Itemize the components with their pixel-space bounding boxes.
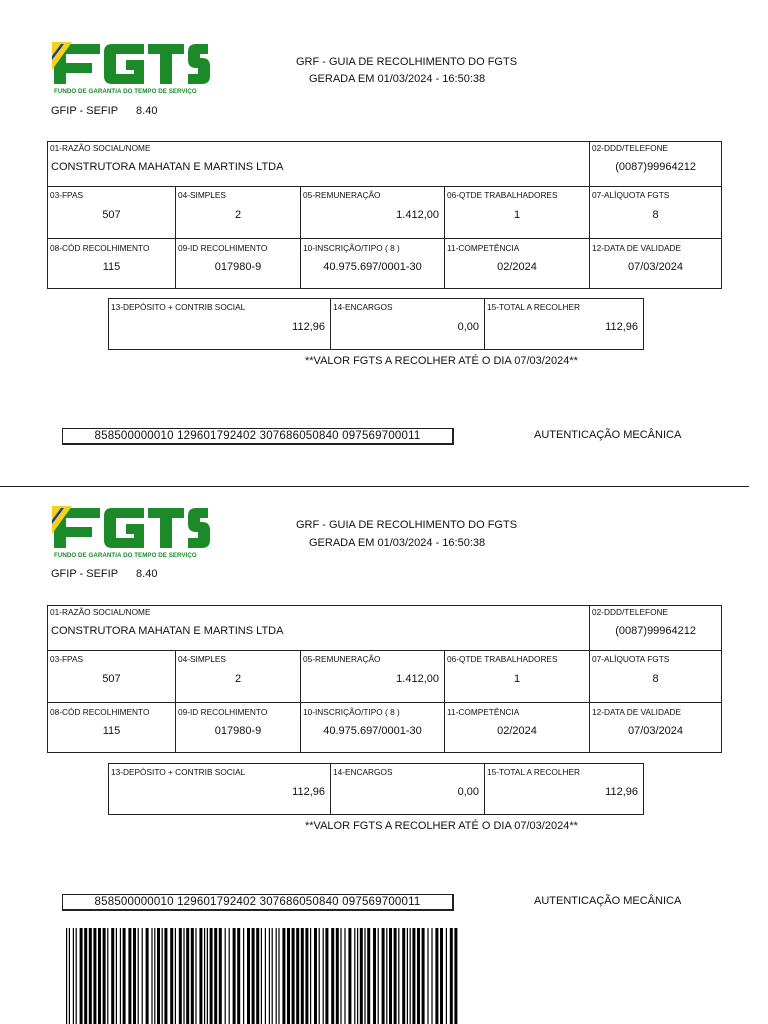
qtde-trab-cell xyxy=(445,187,590,239)
telefone-label: 02-DDD/TELEFONE xyxy=(592,143,669,153)
simples-value: 2 xyxy=(234,209,242,221)
due-date-note: **VALOR FGTS A RECOLHER ATÉ O DIA 07/03/2024** xyxy=(305,355,578,367)
barcode-bar xyxy=(103,928,106,1024)
barcode-bar xyxy=(247,928,250,1024)
document-title: GRF - GUIA DE RECOLHIMENTO DO FGTS xyxy=(296,56,518,68)
generated-timestamp: GERADA EM 01/03/2024 - 16:50:38 xyxy=(309,537,486,549)
validade-value: 07/03/2024 xyxy=(627,261,684,273)
barcode-bar xyxy=(357,928,358,1024)
telefone-value: (0087)99964212 xyxy=(615,161,697,173)
barcode-bar xyxy=(252,928,255,1024)
remuneracao-label: 05-REMUNERAÇÃO xyxy=(303,190,381,200)
barcode-bar xyxy=(199,928,202,1024)
barcode-bar xyxy=(446,928,447,1024)
barcode-bar xyxy=(435,928,438,1024)
barcode-bar xyxy=(325,928,328,1024)
deposito-value: 112,96 xyxy=(292,786,325,798)
simples-cell xyxy=(176,187,301,239)
id-recolhimento-cell xyxy=(176,239,301,289)
barcode-bar xyxy=(120,928,121,1024)
barcode-bar xyxy=(412,928,415,1024)
deposito-cell xyxy=(109,764,331,815)
aliquota-label: 07-ALÍQUOTA FGTS xyxy=(592,190,670,200)
barcode-bar xyxy=(128,928,131,1024)
telefone-label: 02-DDD/TELEFONE xyxy=(592,607,669,617)
barcode-bar xyxy=(142,928,143,1024)
barcode-bar xyxy=(162,928,163,1024)
barcode-bar xyxy=(73,928,74,1024)
barcode-bar xyxy=(407,928,408,1024)
fpas-cell xyxy=(48,651,176,703)
barcode-bar xyxy=(170,928,173,1024)
totals-table xyxy=(108,298,644,350)
telefone-value: (0087)99964212 xyxy=(615,625,697,637)
barcode-bar xyxy=(157,928,160,1024)
barcode-bar xyxy=(183,928,184,1024)
simples-label: 04-SIMPLES xyxy=(178,654,226,664)
razao-social-label: 01-RAZÃO SOCIAL/NOME xyxy=(50,607,151,617)
barcode-bar xyxy=(261,928,262,1024)
fpas-label: 03-FPAS xyxy=(50,654,84,664)
barcode-bar xyxy=(179,928,182,1024)
barcode-bar xyxy=(256,928,259,1024)
razao-social-value: CONSTRUTORA MAHATAN E MARTINS LTDA xyxy=(51,625,284,637)
qtde-trab-label: 06-QTDE TRABALHADORES xyxy=(447,190,558,200)
competencia-value: 02/2024 xyxy=(497,261,537,273)
barcode-bar xyxy=(219,928,222,1024)
remuneracao-value: 1.412,00 xyxy=(396,673,439,685)
barcode-bar xyxy=(123,928,126,1024)
barcode-bar xyxy=(243,928,244,1024)
barcode-bar xyxy=(84,928,87,1024)
barcode-bar xyxy=(440,928,443,1024)
barcode-bar xyxy=(89,928,92,1024)
inscricao-cell xyxy=(301,239,445,289)
barcode-bar xyxy=(116,928,117,1024)
barcode-bar xyxy=(431,928,432,1024)
digitable-line: 858500000010 129601792402 307686050840 097569700011 xyxy=(62,428,454,445)
barcode-bar xyxy=(422,928,425,1024)
barcode-bar xyxy=(111,928,114,1024)
aliquota-value: 8 xyxy=(652,209,659,221)
barcode-bar xyxy=(331,928,334,1024)
deposito-value: 112,96 xyxy=(292,321,325,333)
logo-subtitle: FUNDO DE GARANTIA DO TEMPO DE SERVIÇO xyxy=(54,88,197,95)
barcode-bar xyxy=(364,928,365,1024)
gfip-version xyxy=(51,105,157,117)
barcode-bar xyxy=(410,928,411,1024)
barcode-bar xyxy=(207,928,208,1024)
barcode-bar xyxy=(272,928,273,1024)
barcode-bar xyxy=(450,928,453,1024)
gfip-version-number: 8.40 xyxy=(136,568,158,580)
barcode-bar xyxy=(214,928,217,1024)
validade-cell xyxy=(590,703,722,753)
barcode-bar xyxy=(204,928,205,1024)
barcode-bar xyxy=(210,928,213,1024)
barcode-bar xyxy=(340,928,341,1024)
validade-value: 07/03/2024 xyxy=(627,725,684,737)
id-recolhimento-value: 017980-9 xyxy=(214,725,262,737)
inscricao-label: 10-INSCRIÇÃO/TIPO ( 8 ) xyxy=(303,243,400,253)
barcode-bar xyxy=(98,928,101,1024)
razao-social-label: 01-RAZÃO SOCIAL/NOME xyxy=(50,143,151,153)
encargos-cell xyxy=(331,299,485,350)
gfip-version-number: 8.40 xyxy=(136,105,158,117)
barcode-bar xyxy=(360,928,363,1024)
barcode-bar xyxy=(107,928,108,1024)
barcode-bar xyxy=(151,928,152,1024)
main-info-table xyxy=(47,605,722,753)
fpas-value: 507 xyxy=(102,209,121,221)
aliquota-cell xyxy=(590,651,722,703)
razao-social-cell xyxy=(48,606,590,651)
barcode-bar xyxy=(348,928,351,1024)
qtde-trab-cell xyxy=(445,651,590,703)
validade-label: 12-DATA DE VALIDADE xyxy=(592,707,682,717)
logo-subtitle: FUNDO DE GARANTIA DO TEMPO DE SERVIÇO xyxy=(54,552,197,559)
competencia-cell xyxy=(445,239,590,289)
barcode-bar xyxy=(301,928,304,1024)
barcode-bar xyxy=(175,928,176,1024)
document-title: GRF - GUIA DE RECOLHIMENTO DO FGTS xyxy=(296,519,518,531)
digitable-line: 858500000010 129601792402 307686050840 097569700011 xyxy=(62,894,454,911)
encargos-value: 0,00 xyxy=(457,321,479,333)
competencia-label: 11-COMPETÊNCIA xyxy=(447,707,520,717)
inscricao-value: 40.975.697/0001-30 xyxy=(323,261,422,273)
competencia-label: 11-COMPETÊNCIA xyxy=(447,243,520,253)
guia-copy-1 xyxy=(0,0,768,470)
cod-recolhimento-label: 08-CÓD RECOLHIMENTO xyxy=(50,243,150,253)
barcode-bar xyxy=(265,928,266,1024)
telefone-cell xyxy=(590,142,722,187)
fgts-logo xyxy=(52,42,210,94)
qtde-trab-value: 1 xyxy=(513,673,521,685)
inscricao-value: 40.975.697/0001-30 xyxy=(323,725,422,737)
aliquota-value: 8 xyxy=(652,673,659,685)
qtde-trab-value: 1 xyxy=(513,209,521,221)
barcode-bar xyxy=(323,928,324,1024)
razao-social-cell xyxy=(48,142,590,187)
remuneracao-value: 1.412,00 xyxy=(396,209,439,221)
qtde-trab-label: 06-QTDE TRABALHADORES xyxy=(447,654,558,664)
barcode-bar xyxy=(354,928,355,1024)
barcode-bar xyxy=(186,928,189,1024)
barcode-bar xyxy=(319,928,320,1024)
total-label: 15-TOTAL A RECOLHER xyxy=(487,767,580,777)
barcode-bar xyxy=(373,928,376,1024)
totals-table xyxy=(108,763,644,815)
barcode-bar xyxy=(93,928,96,1024)
gfip-label: GFIP - SEFIP xyxy=(51,568,119,580)
barcode-bar xyxy=(389,928,392,1024)
encargos-cell xyxy=(331,764,485,815)
barcode-bar xyxy=(76,928,77,1024)
encargos-label: 14-ENCARGOS xyxy=(333,767,393,777)
barcode-bar xyxy=(154,928,155,1024)
id-recolhimento-label: 09-ID RECOLHIMENTO xyxy=(178,243,268,253)
barcode-bar xyxy=(367,928,370,1024)
cod-recolhimento-label: 08-CÓD RECOLHIMENTO xyxy=(50,707,150,717)
barcode xyxy=(66,928,462,1024)
barcode-bar xyxy=(378,928,379,1024)
barcode-bar xyxy=(229,928,230,1024)
barcode-bar xyxy=(69,928,70,1024)
id-recolhimento-value: 017980-9 xyxy=(214,261,262,273)
barcode-bar xyxy=(146,928,149,1024)
barcode-bar xyxy=(292,928,295,1024)
total-cell xyxy=(485,764,644,815)
barcode-bar xyxy=(133,928,136,1024)
barcode-bar xyxy=(386,928,387,1024)
simples-value: 2 xyxy=(234,673,242,685)
total-value: 112,96 xyxy=(605,786,638,798)
fpas-value: 507 xyxy=(102,673,121,685)
barcode-bar xyxy=(225,928,226,1024)
gfip-version xyxy=(51,568,157,580)
razao-social-value: CONSTRUTORA MAHATAN E MARTINS LTDA xyxy=(51,161,284,173)
barcode-bar xyxy=(344,928,345,1024)
barcode-bar xyxy=(382,928,385,1024)
telefone-cell xyxy=(590,606,722,651)
generated-timestamp: GERADA EM 01/03/2024 - 16:50:38 xyxy=(309,73,486,85)
barcode-bar xyxy=(310,928,311,1024)
fpas-cell xyxy=(48,187,176,239)
cod-recolhimento-value: 115 xyxy=(102,261,121,273)
deposito-cell xyxy=(109,299,331,350)
remuneracao-cell xyxy=(301,187,445,239)
barcode-bar xyxy=(233,928,236,1024)
barcode-bar xyxy=(394,928,397,1024)
cod-recolhimento-cell xyxy=(48,239,176,289)
barcode-bar xyxy=(80,928,83,1024)
aliquota-label: 07-ALÍQUOTA FGTS xyxy=(592,654,670,664)
barcode-bar xyxy=(427,928,428,1024)
due-date-note: **VALOR FGTS A RECOLHER ATÉ O DIA 07/03/2024** xyxy=(305,820,578,832)
barcode-bar xyxy=(305,928,308,1024)
barcode-bar xyxy=(398,928,399,1024)
inscricao-label: 10-INSCRIÇÃO/TIPO ( 8 ) xyxy=(303,707,400,717)
main-info-table xyxy=(47,141,722,289)
barcode-bar xyxy=(282,928,285,1024)
deposito-label: 13-DEPÓSITO + CONTRIB SOCIAL xyxy=(111,302,246,312)
barcode-bar xyxy=(237,928,240,1024)
barcode-bar xyxy=(314,928,317,1024)
barcode-bar xyxy=(138,928,139,1024)
deposito-label: 13-DEPÓSITO + CONTRIB SOCIAL xyxy=(111,767,246,777)
total-value: 112,96 xyxy=(605,321,638,333)
barcode-bar xyxy=(278,928,279,1024)
remuneracao-cell xyxy=(301,651,445,703)
gfip-label: GFIP - SEFIP xyxy=(51,105,119,117)
barcode-bar xyxy=(66,928,67,1024)
remuneracao-label: 05-REMUNERAÇÃO xyxy=(303,654,381,664)
encargos-value: 0,00 xyxy=(457,786,479,798)
guia-copy-2 xyxy=(0,464,768,934)
validade-cell xyxy=(590,239,722,289)
total-label: 15-TOTAL A RECOLHER xyxy=(487,302,580,312)
id-recolhimento-label: 09-ID RECOLHIMENTO xyxy=(178,707,268,717)
competencia-cell xyxy=(445,703,590,753)
barcode-bar xyxy=(191,928,194,1024)
cod-recolhimento-cell xyxy=(48,703,176,753)
encargos-label: 14-ENCARGOS xyxy=(333,302,393,312)
barcode-bar xyxy=(296,928,299,1024)
mechanical-authentication-label: AUTENTICAÇÃO MECÂNICA xyxy=(534,429,682,441)
competencia-value: 02/2024 xyxy=(497,725,537,737)
id-recolhimento-cell xyxy=(176,703,301,753)
barcode-bar xyxy=(276,928,277,1024)
aliquota-cell xyxy=(590,187,722,239)
cod-recolhimento-value: 115 xyxy=(102,725,121,737)
inscricao-cell xyxy=(301,703,445,753)
simples-label: 04-SIMPLES xyxy=(178,190,226,200)
barcode-bar xyxy=(336,928,339,1024)
barcode-bar xyxy=(287,928,290,1024)
barcode-bar xyxy=(454,928,457,1024)
barcode-bar xyxy=(195,928,196,1024)
fpas-label: 03-FPAS xyxy=(50,190,84,200)
validade-label: 12-DATA DE VALIDADE xyxy=(592,243,682,253)
simples-cell xyxy=(176,651,301,703)
barcode-bar xyxy=(269,928,270,1024)
barcode-bar xyxy=(402,928,405,1024)
barcode-bar xyxy=(417,928,420,1024)
total-cell xyxy=(485,299,644,350)
barcode-bar xyxy=(164,928,167,1024)
mechanical-authentication-label: AUTENTICAÇÃO MECÂNICA xyxy=(534,895,682,907)
fgts-logo xyxy=(52,506,210,558)
